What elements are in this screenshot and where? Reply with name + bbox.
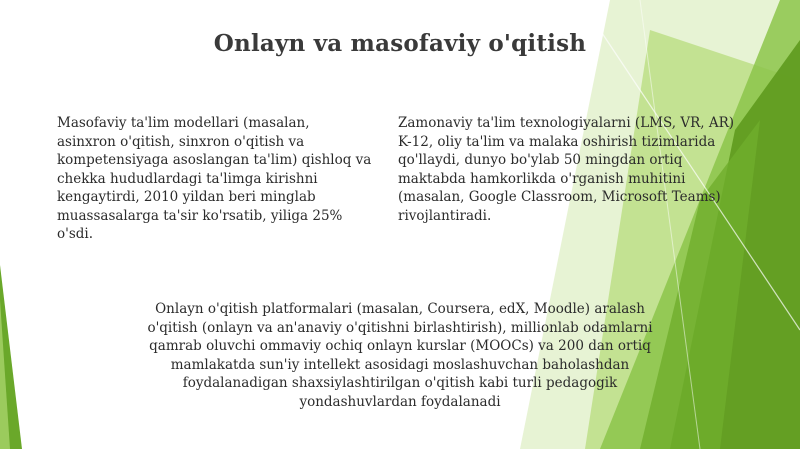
paragraph-bottom: Onlayn o'qitish platformalari (masalan, Coursera, edX, Moodle) aralash o'qitish (onlayn va an'anaviy o'qitishni birlashtirish), millionlab odamlarni qamrab oluvchi ommaviy ochiq onlayn kurslar (MOOCs) va 200 dan ortiq mamlakatda sun'iy intellekt asosidagi moslashuvchan baholashdan foydalanadigan shaxsiylashtirilgan o'qitish kabi turli pedagogik yondashuvlardan foydalanadi	[147, 301, 653, 410]
paragraph-right: Zamonaviy ta'lim texnologiyalarni (LMS, VR, AR) K-12, oliy ta'lim va malaka oshirish tizimlarida qo'llaydi, dunyo bo'ylab 50 mingdan ortiq maktabda hamkorlikda o'rganish muhitini (masalan, Google Classroom, Microsoft Teams) rivojlantiradi.	[398, 115, 735, 224]
slide-title: Onlayn va masofaviy o'qitish	[213, 30, 587, 57]
paragraph-left: Masofaviy ta'lim modellari (masalan, asinxron o'qitish, sinxron o'qitish va kompetensiyaga asoslangan ta'lim) qishloq va chekka hududlardagi ta'limga kirishni kengaytirdi, 2010 yildan beri minglab muassasalarga ta'sir ko'rsatib, yiliga 25% o'sdi.	[57, 115, 372, 242]
